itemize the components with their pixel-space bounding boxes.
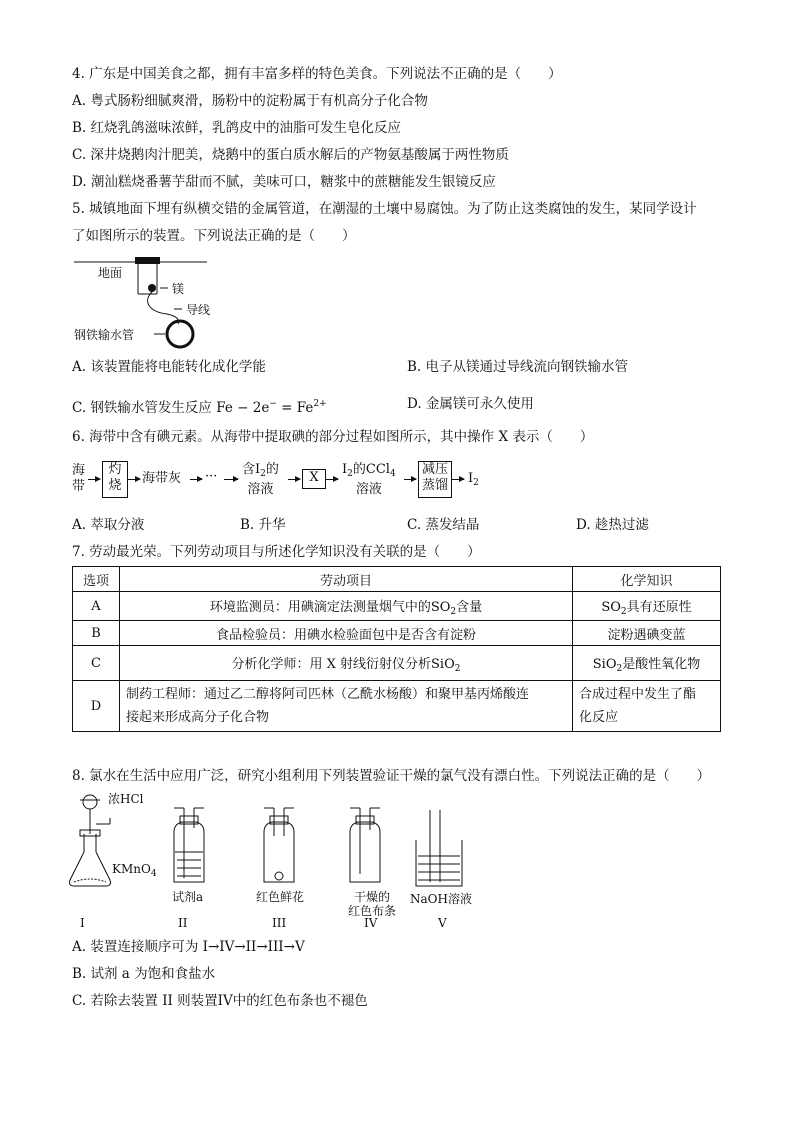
apparatus-figure: [66, 790, 466, 930]
q6-option-b: B. 升华: [240, 517, 286, 533]
flow-arrow: [288, 479, 300, 480]
flow-dots: ···: [205, 469, 218, 484]
flow-arrow: [404, 479, 416, 480]
q5-stem-line1: 5. 城镇地面下埋有纵横交错的金属管道，在潮湿的土壤中易腐蚀。为了防止这类腐蚀的发生，某同学设计: [72, 201, 697, 217]
q4-option-d: D. 潮汕糕烧番薯芋甜而不腻，美味可口，糖浆中的蔗糖能发生银镜反应: [72, 174, 496, 190]
row-chem-knowledge: 淀粉遇碘变蓝: [573, 621, 721, 646]
q5-option-c-equation: $Fe - 2e^- = Fe^{2+}$: [216, 399, 327, 416]
q5-option-d: D. 金属镁可永久使用: [407, 396, 534, 412]
flow-ash: 海带灰: [142, 471, 182, 486]
q5-diagram: [72, 252, 222, 352]
header-chem-knowledge: 化学知识: [573, 567, 721, 592]
table-row: [73, 592, 721, 621]
q6-option-a: A. 萃取分液: [72, 517, 145, 533]
q8-option-c: C. 若除去装置 II 则装置IV中的红色布条也不褪色: [72, 993, 368, 1009]
q6-stem: 6. 海带中含有碘元素。从海带中提取碘的部分过程如图所示，其中操作 X 表示（ ）: [72, 429, 594, 445]
label-steel-pipe: 钢铁输水管: [74, 328, 135, 342]
q6-flow-diagram: [72, 458, 592, 506]
flow-arrow: [224, 479, 238, 480]
q8-option-a: A. 装置连接顺序可为 I→IV→II→III→V: [72, 939, 305, 955]
label-device-5: V: [438, 916, 447, 930]
label-magnesium: 镁: [172, 282, 185, 296]
flow-start: 海 带: [72, 463, 86, 494]
table-header-row: [73, 567, 721, 592]
label-device-3: III: [272, 916, 287, 930]
flow-arrow: [326, 479, 338, 480]
flow-iodine-solution: 含$I_2$的 溶液: [242, 462, 279, 497]
label-device-4: IV: [364, 916, 378, 930]
flow-ccl4-solution: $I_2$的CCl$_4$ 溶液: [342, 462, 396, 497]
row-labor-item: 制药工程师：通过乙二醇将阿司匹林（乙酰水杨酸）和聚甲基丙烯酸连 接起来形成高分子化合物: [120, 681, 573, 732]
q4-option-b: B. 红烧乳鸽滋味浓鲜，乳鸽皮中的油脂可发生皂化反应: [72, 120, 402, 136]
row-chem-knowledge: $SO_2$具有还原性: [573, 592, 721, 621]
table-row: [73, 621, 721, 646]
label-ground: 地面: [98, 266, 123, 280]
row-chem-knowledge: SiO$_2$是酸性氧化物: [573, 646, 721, 681]
label-wire: 导线: [186, 303, 211, 317]
q6-option-c: C. 蒸发结晶: [407, 517, 480, 533]
q7-table: [72, 566, 721, 732]
row-option: D: [73, 681, 120, 732]
header-labor-item: 劳动项目: [120, 567, 573, 592]
flow-box-x: X: [302, 469, 326, 489]
q5-stem-line2: 了如图所示的装置。下列说法正确的是（ ）: [72, 228, 356, 244]
label-naoh: NaOH溶液: [410, 892, 472, 906]
q4-option-c: C. 深井烧鹅肉汁肥美，烧鹅中的蛋白质水解后的产物氨基酸属于两性物质: [72, 147, 509, 163]
flow-arrow: [452, 479, 464, 480]
q6-option-d: D. 趁热过滤: [576, 517, 649, 533]
label-reagent-a: 试剂a: [172, 890, 204, 904]
q8-apparatus-diagram: [66, 790, 472, 930]
flow-arrow: [128, 479, 140, 480]
flow-box-burn: 灼 烧: [102, 461, 128, 498]
flow-arrow: [190, 479, 202, 480]
flow-arrow: [88, 479, 100, 480]
label-kmno4: KMnO$_4$: [112, 862, 157, 879]
q7-stem: 7. 劳动最光荣。下列劳动项目与所述化学知识没有关联的是（ ）: [72, 544, 481, 560]
label-dry-cloth-2: 红色布条: [348, 904, 397, 918]
row-option: A: [73, 592, 120, 621]
row-labor-item: 食品检验员：用碘水检验面包中是否含有淀粉: [120, 621, 573, 646]
q5-option-a: A. 该装置能将电能转化成化学能: [72, 359, 266, 375]
table-row: [73, 646, 721, 681]
label-conc-hcl: 浓HCl: [108, 792, 144, 806]
q5-option-c: [72, 395, 327, 417]
flow-end: $I_2$: [468, 471, 479, 488]
row-chem-knowledge: 合成过程中发生了酯 化反应: [573, 681, 721, 732]
row-option: C: [73, 646, 120, 681]
label-device-1: I: [80, 916, 85, 930]
label-device-2: II: [178, 916, 188, 930]
row-labor-item: 分析化学师：用 X 射线衍射仪分析SiO$_2$: [120, 646, 573, 681]
table-row: [73, 681, 721, 732]
q5-option-b: B. 电子从镁通过导线流向钢铁输水管: [407, 359, 629, 375]
row-option: B: [73, 621, 120, 646]
label-red-flower: 红色鲜花: [256, 890, 305, 904]
flow-box-distill: 减压 蒸馏: [418, 461, 452, 498]
q4-stem: 4. 广东是中国美食之都，拥有丰富多样的特色美食。下列说法不正确的是（ ）: [72, 66, 562, 82]
q8-stem: 8. 氯水在生活中应用广泛，研究小组利用下列装置验证干燥的氯气没有漂白性。下列说法正确的是（ ）: [72, 768, 711, 784]
header-option: 选项: [73, 567, 120, 592]
q5-option-c-text: C. 钢铁输水管发生反应: [72, 400, 212, 416]
row-labor-item: 环境监测员：用碘滴定法测量烟气中的$SO_2$含量: [120, 592, 573, 621]
label-dry-cloth-1: 干燥的: [354, 890, 391, 904]
q8-option-b: B. 试剂 a 为饱和食盐水: [72, 966, 216, 982]
q4-option-a: A. 粤式肠粉细腻爽滑，肠粉中的淀粉属于有机高分子化合物: [72, 93, 428, 109]
